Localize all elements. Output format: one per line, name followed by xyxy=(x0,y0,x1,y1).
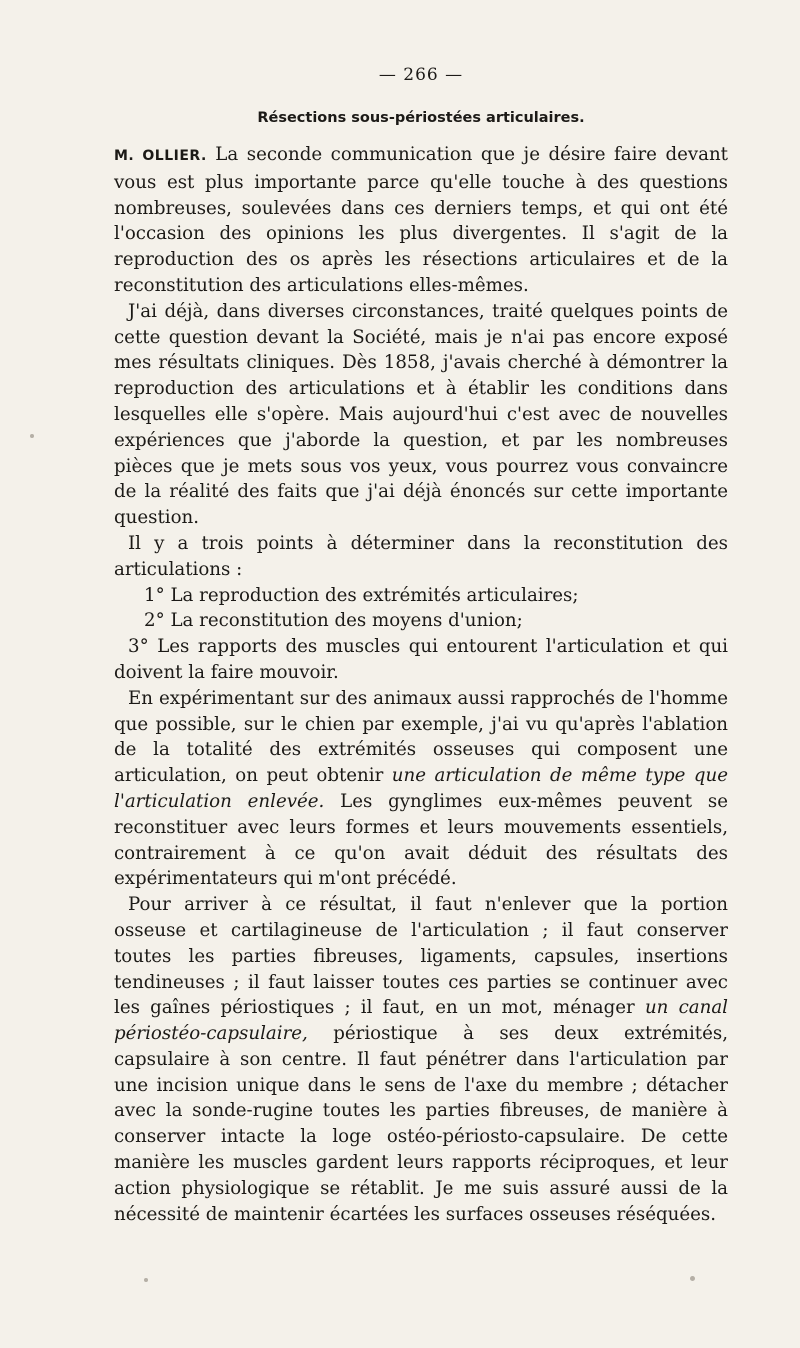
paragraph-3-text: Il y a trois points à déterminer dans la reconstitution des articulations : xyxy=(114,532,728,580)
ink-speck xyxy=(690,1276,695,1281)
paragraph-5-italic: un canal périostéo-capsulaire, xyxy=(114,997,728,1045)
list-item: 3° Les rapports des muscles qui entourent l'articulation et qui doivent la faire mouvoir. xyxy=(114,636,728,683)
paragraph-5-text-end: périostique à ses deux extrémités, capsulaire à son centre. Il faut pénétrer dans l'articulation par une incision unique dans le sens de l'axe du membre ; détacher avec la sonde-rugine toutes les parties fibreuses, de manière à conserver intacte la loge ostéo-périosto-capsulaire. De cette manière les muscles gardent leurs rapports réciproques, et leur action physiologique se rétablit. Je me suis assuré aussi de la nécessité de maintenir écartées les surfaces osseuses réséquées. xyxy=(114,1023,728,1225)
paragraph-5-text: Pour arriver à ce résultat, il faut n'enlever que la portion osseuse et cartilagineuse de l'articulation ; il faut conserver toutes les parties fibreuses, ligaments, capsules, insertions tendineuses ; il faut laisser toutes ces parties se continuer avec les gaînes périostiques ; il faut, en un mot, ménager xyxy=(114,894,728,1019)
paragraph-1-text: La seconde communication que je désire faire devant vous est plus importante parce qu'elle touche à des questions nombreuses, soulevées dans ces derniers temps, et qui ont été l'occasion des opinions les plus divergentes. Il s'agit de la reproduction des os après les résections articulaires et de la reconstitution des articulations elles-mêmes. xyxy=(114,144,728,296)
paragraph-4 xyxy=(114,686,728,892)
paragraph-1 xyxy=(114,142,728,299)
speaker-name: M. OLLIER. xyxy=(114,148,207,164)
list-item: 2° La reconstitution des moyens d'union; xyxy=(144,610,523,632)
paragraph-3 xyxy=(114,531,728,583)
document-page xyxy=(114,64,728,1227)
paragraph-4-text-end: Les gynglimes eux-mêmes peuvent se reconstituer avec leurs formes et leurs mouvements essentiels, contrairement à ce qu'on avait déduit des résultats des expérimentateurs qui m'ont précédé. xyxy=(114,790,728,890)
page-number: — 266 — xyxy=(378,65,464,85)
list-item: 1° La reproduction des extrémités articulaires; xyxy=(144,584,579,606)
ink-speck xyxy=(30,434,34,438)
section-title: Résections sous-périostées articulaires. xyxy=(257,110,585,126)
ink-speck xyxy=(144,1278,148,1282)
paragraph-4-italic: une articulation de même type que l'articulation enlevée. xyxy=(114,765,728,812)
paragraph-5 xyxy=(114,892,728,1227)
paragraph-2-text: J'ai déjà, dans diverses circonstances, traité quelques points de cette question devant la Société, mais je n'ai pas encore exposé mes résultats cliniques. Dès 1858, j'avais cherché à démontrer la reproduction des articulations et à établir les conditions dans lesquelles elle s'opère. Mais aujourd'hui c'est avec de nouvelles expériences que j'aborde la question, et par les nombreuses pièces que je mets sous vos yeux, vous pourrez vous convaincre de la réalité des faits que j'ai déjà énoncés sur cette importante question. xyxy=(114,300,728,529)
paragraph-2 xyxy=(114,299,728,531)
paragraph-4-text: En expérimentant sur des animaux aussi rapprochés de l'homme que possible, sur le chien par exemple, j'ai vu qu'après l'ablation de la totalité des extrémités osseuses qui composent une articulation, on peut obtenir xyxy=(114,687,728,787)
